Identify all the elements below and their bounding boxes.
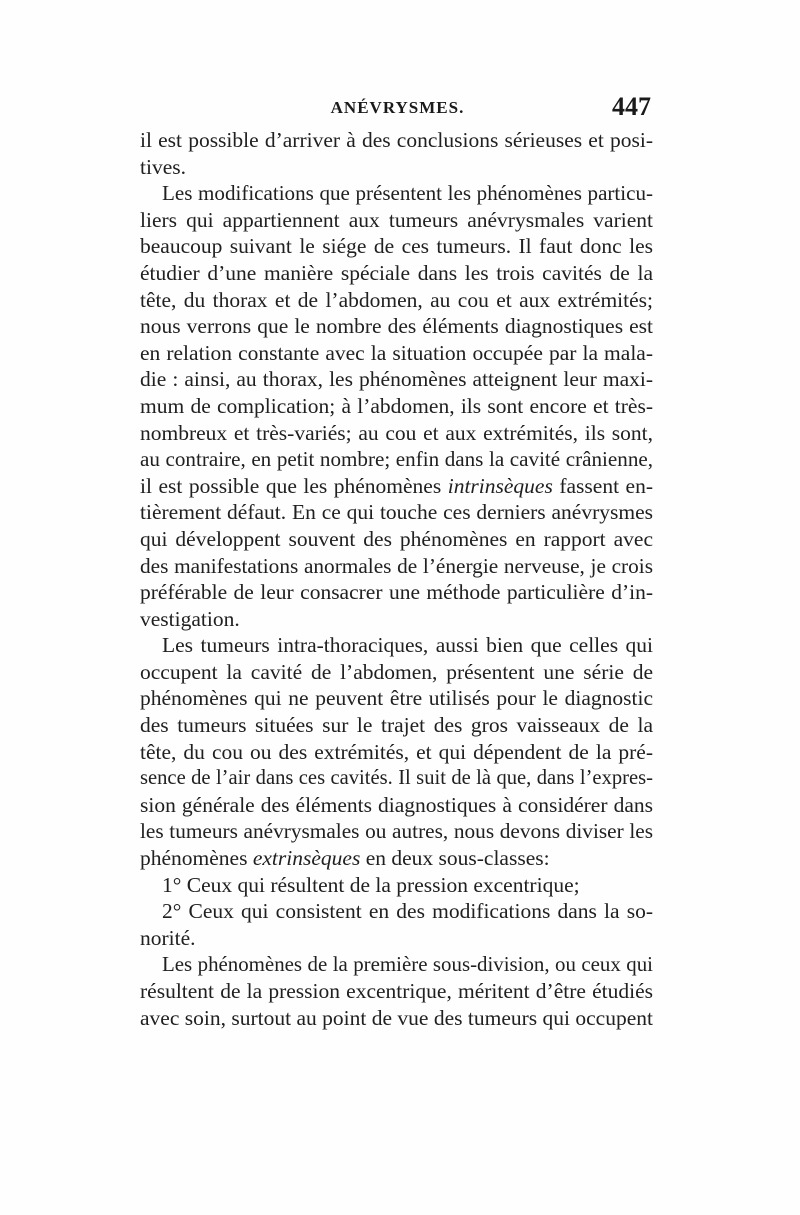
italic-term: extrinsèques — [252, 846, 361, 871]
text-line: Les phénomènes de la première sous-division, ou ceux qui — [162, 952, 653, 977]
text-line: résultent de la pression excentrique, méritent d’être étudiés — [140, 979, 653, 1003]
text-line: tête, du cou ou des extrémités, et qui dépendent de la pré- — [140, 739, 653, 764]
text-line: norité. — [140, 925, 196, 950]
text-line: phénomènes qui ne peuvent être utilisés pour le diagnostic — [140, 686, 653, 711]
text-line: occupent la cavité de l’abdomen, présentent une série de — [140, 659, 653, 684]
text-line: Les tumeurs intra-thoraciques, aussi bien que celles qui — [162, 633, 653, 658]
text-line: qui développent souvent des phénomènes en rapport avec — [140, 526, 653, 551]
text-line: Les modifications que présentent les phénomènes particu- — [162, 181, 653, 206]
text-line: nous verrons que le nombre des éléments diagnostiques est — [140, 314, 653, 339]
text-line: die : ainsi, au thorax, les phénomènes atteignent leur maxi- — [140, 367, 653, 392]
text-line: liers qui appartiennent aux tumeurs anévrysmales varient — [140, 207, 653, 232]
text-line: mum de complication; à l’abdomen, ils sont encore et très- — [140, 393, 653, 418]
text-line: tête, du thorax et de l’abdomen, au cou et aux extrémités; — [140, 287, 653, 312]
text-line: vestigation. — [140, 606, 240, 631]
text-line: 2° Ceux qui consistent en des modifications dans la so- — [162, 899, 653, 924]
text-line: tives. — [140, 154, 186, 179]
text-line: des tumeurs situées sur le trajet des gros vaisseaux de la — [140, 713, 653, 738]
text-line: préférable de leur consacrer une méthode particulière d’in- — [140, 580, 653, 605]
body-text — [140, 127, 653, 1031]
text-line: sion générale des éléments diagnostiques à considérer dans — [140, 792, 653, 817]
text-line: phénomènes extrinsèques en deux sous-classes: — [140, 846, 550, 871]
text-line: il est possible d’arriver à des conclusions sérieuses et posi- — [140, 128, 653, 152]
text-line: les tumeurs anévrysmales ou autres, nous devons diviser les — [140, 819, 653, 844]
text-line: beaucoup suivant le siége de ces tumeurs. Il faut donc les — [140, 234, 653, 259]
text-line: tièrement défaut. En ce qui touche ces derniers anévrysmes — [140, 500, 653, 525]
text-line: des manifestations anormales de l’énergie nerveuse, je crois — [140, 553, 653, 578]
page-header — [140, 92, 655, 126]
text-line: sence de l’air dans ces cavités. Il suit de là que, dans l’expres- — [140, 767, 653, 790]
running-title: ANÉVRYSMES. — [330, 98, 465, 117]
italic-term: intrinsèques — [447, 473, 553, 498]
text-line: en relation constante avec la situation occupée par la mala- — [140, 340, 653, 365]
text-line: étudier d’une manière spéciale dans les trois cavités de la — [140, 260, 653, 285]
text-line: il est possible que les phénomènes intrinsèques fassent en- — [140, 473, 654, 498]
text-line: nombreux et très-variés; au cou et aux extrémités, ils sont, — [140, 420, 653, 445]
text-line: au contraire, en petit nombre; enfin dans la cavité crânienne, — [140, 447, 653, 472]
page-number: 447 — [612, 92, 651, 121]
text-line: avec soin, surtout au point de vue des tumeurs qui occupent — [140, 1005, 653, 1030]
text-line: 1° Ceux qui résultent de la pression excentrique; — [162, 872, 580, 897]
